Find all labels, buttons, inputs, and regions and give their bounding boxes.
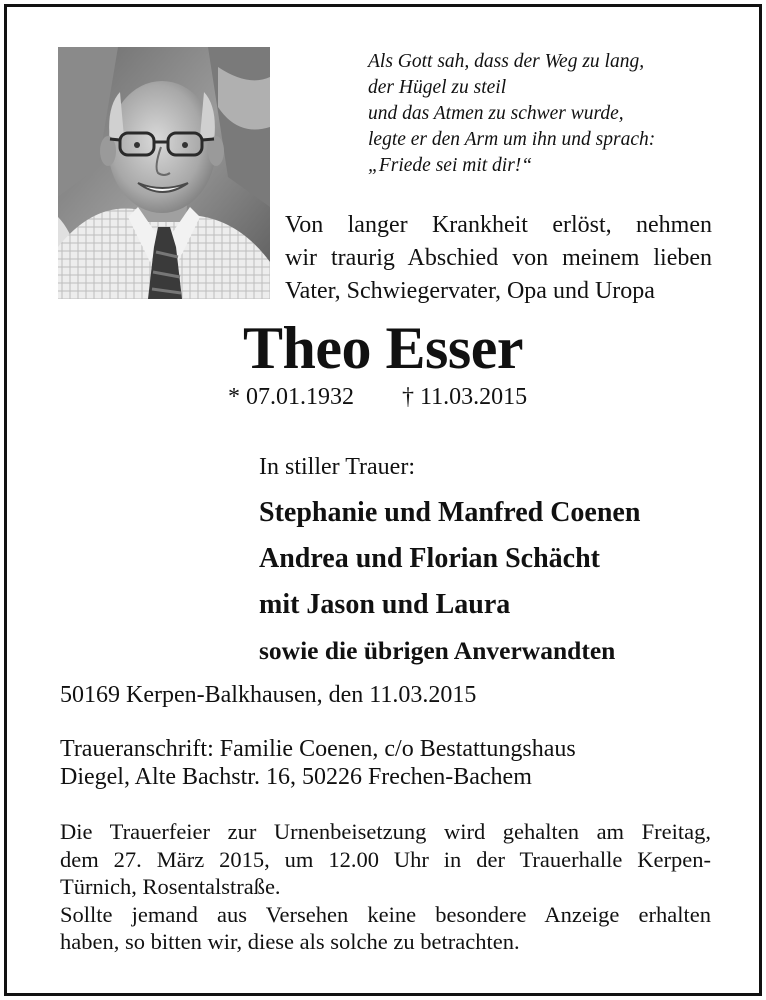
notice-line: Türnich, Rosentalstraße. — [60, 874, 281, 899]
notice-line: Die Trauerfeier zur Urnenbeisetzung wird gehalten am Freitag, — [60, 819, 711, 844]
poem-line: Als Gott sah, dass der Weg zu lang, — [368, 51, 645, 72]
life-dates — [228, 382, 527, 412]
place-date: 50169 Kerpen-Balkhausen, den 11.03.2015 — [60, 682, 477, 708]
intro-line: Von langer Krankheit erlöst, nehmen — [285, 212, 712, 238]
mourner-line: Stephanie und Manfred Coenen — [259, 497, 641, 528]
intro-line: Vater, Schwiegervater, Opa und Uropa — [285, 278, 655, 304]
mourner-line: Andrea und Florian Schächt — [259, 543, 600, 574]
poem-line: der Hügel zu steil — [368, 77, 507, 98]
poem-line: „Friede sei mit dir!“ — [368, 155, 533, 176]
notice-line: Sollte jemand aus Versehen keine besondere Anzeige erhalten — [60, 901, 711, 927]
mourner-line: sowie die übrigen Anverwandten — [259, 636, 616, 665]
portrait-photo — [58, 47, 270, 299]
ceremony-notice — [60, 818, 711, 956]
poem-line: legte er den Arm um ihn und sprach: — [368, 129, 656, 150]
address-line: Traueranschrift: Familie Coenen, c/o Bestattungshaus — [60, 736, 576, 762]
address-line: Diegel, Alte Bachstr. 16, 50226 Frechen-Bachem — [60, 764, 532, 790]
notice-line: haben, so bitten wir, diese als solche zu betrachten. — [60, 929, 520, 954]
intro-text — [285, 209, 712, 308]
mourning-address — [60, 735, 576, 791]
mourning-label: In stiller Trauer: — [259, 454, 415, 480]
poem — [368, 49, 708, 179]
mourner-line: mit Jason und Laura — [259, 589, 511, 620]
death-date: † 11.03.2015 — [402, 384, 528, 410]
poem-line: und das Atmen zu schwer wurde, — [368, 103, 624, 124]
intro-line: wir traurig Abschied von meinem lieben — [285, 245, 712, 271]
notice-line: dem 27. März 2015, um 12.00 Uhr in der Trauerhalle Kerpen- — [60, 846, 711, 872]
birth-date: * 07.01.1932 — [228, 384, 354, 410]
mourners-list — [259, 490, 640, 674]
deceased-name: Theo Esser — [243, 315, 523, 381]
